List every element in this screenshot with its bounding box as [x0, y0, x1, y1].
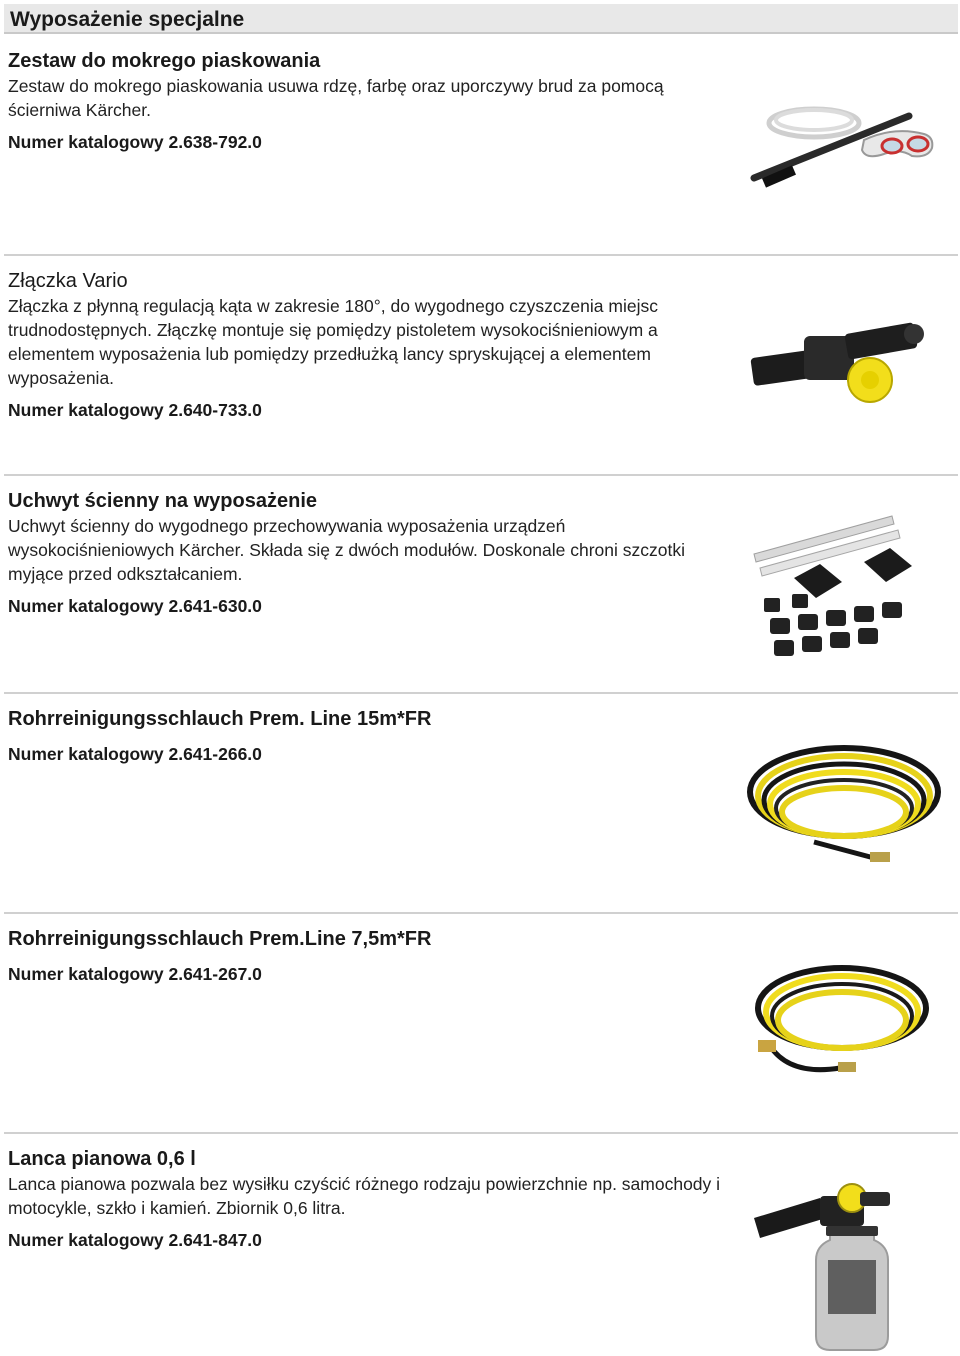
catalog-number: Numer katalogowy 2.641-847.0: [8, 1230, 262, 1250]
section-title: Wyposażenie specjalne: [10, 8, 245, 31]
product-vario-joint: [4, 254, 958, 474]
product-description: Uchwyt ścienny do wygodnego przechowywania wyposażenia urządzeń wysokociśnieniowych Kärcher. Składa się z dwóch modułów. Doskonale chroni szczotki myjące przed odkształcaniem.: [8, 516, 685, 584]
product-pipe-cleaning-hose-7-5m: [4, 912, 958, 1132]
product-title: Uchwyt ścienny na wyposażenie: [8, 490, 317, 512]
product-image-sandblasting-kit: [734, 88, 960, 198]
catalog-number: Numer katalogowy 2.641-266.0: [8, 744, 262, 764]
product-image-hose-15m: [734, 730, 960, 880]
product-wall-holder: [4, 474, 958, 692]
product-image-wall-holder: [734, 506, 960, 666]
catalog-number: Numer katalogowy 2.640-733.0: [8, 400, 262, 420]
product-title: Lanca pianowa 0,6 l: [8, 1148, 196, 1170]
product-title: Rohrreinigungsschlauch Prem.Line 7,5m*FR: [8, 928, 432, 950]
section-header: [4, 4, 958, 34]
product-pipe-cleaning-hose-15m: [4, 692, 958, 912]
catalog-number: Numer katalogowy 2.641-630.0: [8, 596, 262, 616]
product-image-hose-7-5m: [734, 950, 960, 1100]
product-description: Złączka z płynną regulacją kąta w zakresie 180°, do wygodnego czyszczenia miejsc trudnodostępnych. Złączkę montuje się pomiędzy pistoletem wysokociśnieniowym a elementem wyposażenia lub pomiędzy przedłużką lancy spryskującej a elementem wyposażenia.: [8, 296, 658, 388]
product-image-vario-joint: [734, 306, 960, 426]
product-image-foam-lance: [734, 1174, 960, 1354]
catalog-number: Numer katalogowy 2.638-792.0: [8, 132, 262, 152]
product-description: Lanca pianowa pozwala bez wysiłku czyścić różnego rodzaju powierzchnie np. samochody i motocykle, szkło i kamień. Zbiornik 0,6 litra.: [8, 1174, 721, 1218]
product-foam-lance: [4, 1132, 958, 1352]
product-title: Rohrreinigungsschlauch Prem. Line 15m*FR: [8, 708, 432, 730]
product-title: Złączka Vario: [8, 270, 128, 292]
product-description: Zestaw do mokrego piaskowania usuwa rdzę, farbę oraz uporczywy brud za pomocą ścierniwa Kärcher.: [8, 76, 664, 120]
catalog-number: Numer katalogowy 2.641-267.0: [8, 964, 262, 984]
product-wet-sandblasting-kit: [4, 38, 958, 254]
product-title: Zestaw do mokrego piaskowania: [8, 50, 321, 72]
